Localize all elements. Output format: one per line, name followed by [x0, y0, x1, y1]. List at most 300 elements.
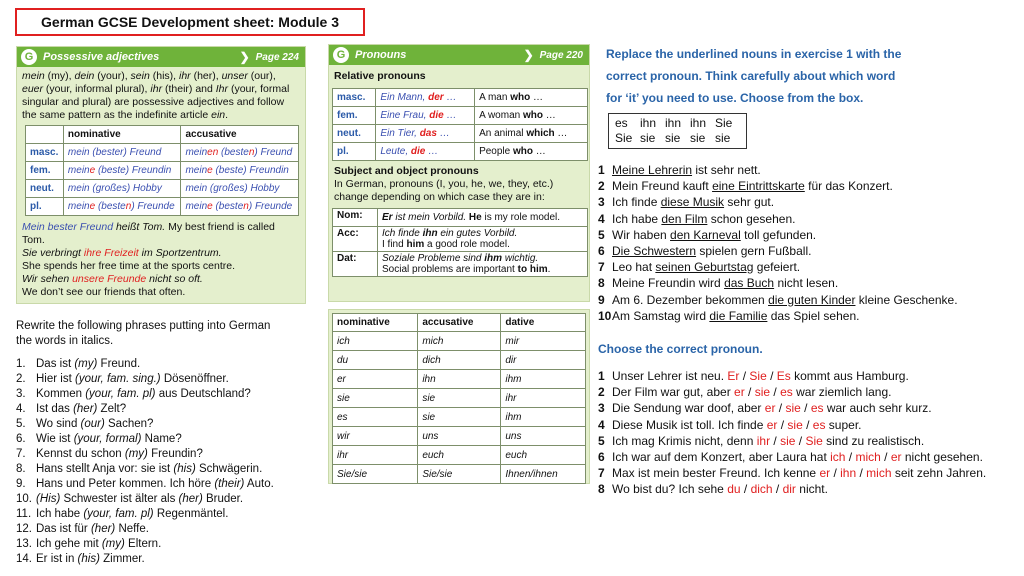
pronoun-choice[interactable]: sie — [780, 433, 796, 448]
text-run: (His) — [36, 493, 61, 505]
item-number: 4 — [598, 211, 605, 226]
text-run: wichtig. — [502, 253, 539, 264]
pronoun-choice[interactable]: Er — [727, 369, 740, 383]
text-run: (beste) Freundin — [212, 165, 289, 176]
text-run: sind zu realistisch. — [822, 433, 925, 448]
item-number: 4. — [16, 403, 26, 415]
text-run: Er ist in — [36, 553, 78, 565]
pronoun-choice[interactable]: ihr — [756, 433, 771, 448]
pronoun-cell: dich — [418, 351, 501, 370]
possessive-header — [17, 47, 305, 67]
text-run: … — [542, 110, 556, 121]
text-run: sein — [130, 70, 150, 82]
exercise-item — [598, 275, 958, 291]
english-cell — [475, 89, 588, 107]
text-run: mein — [185, 201, 208, 212]
replace-instructions — [606, 43, 1006, 109]
table-row — [26, 162, 299, 180]
case-label: Acc: — [333, 227, 378, 252]
text-run: den Karneval — [670, 227, 741, 242]
text-run: / — [800, 401, 811, 416]
text-run: unsere Freunde — [72, 273, 147, 285]
item-number: 6 — [598, 450, 605, 465]
exercise-item — [598, 162, 958, 178]
text-run: … — [554, 128, 568, 139]
text-run: n — [125, 201, 132, 212]
pronoun-cell: euch — [501, 446, 586, 465]
column-header: accusative — [418, 314, 501, 332]
exercise-item — [598, 449, 986, 465]
rewrite-item — [16, 477, 316, 492]
text-run: Meine Lehrerin — [612, 163, 693, 177]
pronoun-choice[interactable]: sie — [754, 385, 771, 400]
pronoun-choice[interactable]: sie — [787, 417, 803, 432]
pronoun-cell: ihr — [501, 389, 586, 408]
word-option: ihn — [665, 116, 682, 130]
rewrite-item — [16, 552, 316, 567]
text-run: (my) — [74, 358, 98, 370]
item-number: 7 — [598, 260, 605, 275]
pronouns-header — [329, 45, 589, 65]
instruction-line: correct pronoun. Think carefully about which word — [606, 69, 896, 83]
text-run: en — [207, 147, 219, 158]
text-run: Die Schwestern — [612, 244, 697, 259]
text-run: nicht gesehen. — [901, 450, 983, 465]
example-line — [22, 286, 300, 299]
item-number: 9 — [598, 292, 605, 307]
page-title: German GCSE Development sheet: Module 3 — [15, 8, 365, 36]
text-run: Name? — [141, 433, 182, 445]
text-run: Die Sendung war doof, aber — [612, 401, 765, 416]
pronoun-cell: Ihnen/ihnen — [501, 465, 586, 484]
text-run: Am Samstag wird — [612, 308, 710, 323]
text-run: / — [880, 450, 891, 465]
row-label: masc. — [26, 144, 64, 162]
text-run: My best friend is called Tom. — [22, 221, 275, 246]
pronoun-choice[interactable]: Sie — [749, 369, 767, 383]
table-row — [333, 389, 586, 408]
row-label: fem. — [26, 162, 64, 180]
case-examples-table — [332, 208, 588, 277]
text-run: Sie verbringt — [22, 247, 84, 259]
case-example — [378, 227, 588, 252]
text-run: / — [770, 385, 781, 400]
pronoun-choice[interactable]: er — [734, 385, 745, 400]
exercise-item — [598, 368, 986, 384]
table-row — [333, 351, 586, 370]
pronoun-choice[interactable]: er — [819, 466, 831, 481]
text-run: kommt aus Hamburg. — [790, 369, 909, 383]
text-run: toll gefunden. — [740, 227, 817, 242]
item-number: 11. — [16, 508, 32, 520]
text-run: / — [772, 482, 783, 497]
item-number: 12. — [16, 523, 32, 535]
pronoun-choice[interactable]: dich — [750, 482, 773, 497]
table-row — [333, 143, 588, 161]
exercise-item — [598, 384, 986, 400]
text-run: super. — [825, 417, 862, 432]
example-line — [22, 273, 300, 286]
text-run: Max ist mein bester Freund. Ich kenne — [612, 466, 820, 481]
pronoun-cell: uns — [501, 427, 586, 446]
text-run: Kommen — [36, 388, 86, 400]
text-run: (his) — [173, 463, 196, 475]
text-run: Leo hat — [612, 260, 656, 275]
text-run: das Buch — [724, 276, 775, 291]
text-run: (your, informal plural), — [43, 83, 151, 95]
pronoun-cell: du — [333, 351, 418, 370]
rewrite-item — [16, 357, 316, 372]
pronoun-choice[interactable]: du — [727, 482, 741, 497]
chevron-right-icon: ❯ — [523, 48, 534, 62]
column-header — [26, 126, 64, 144]
text-run: We don’t see our friends that often. — [22, 286, 186, 298]
pronoun-choice[interactable]: er — [890, 450, 902, 465]
exercise-item — [598, 417, 986, 433]
text-run: Eltern. — [124, 538, 162, 550]
text-run: (his) — [77, 553, 100, 565]
text-run: für das Konzert. — [804, 179, 893, 194]
instruction-line: Replace the underlined nouns in exercise 1 with the — [606, 47, 902, 61]
pronoun-cell: mir — [501, 332, 586, 351]
row-label: pl. — [333, 143, 376, 161]
chevron-right-icon: ❯ — [239, 50, 250, 64]
page-number: Page 224 — [255, 51, 299, 63]
text-run: n — [248, 147, 255, 158]
text-run: … — [530, 92, 543, 103]
item-number: 3 — [598, 195, 605, 210]
pronoun-cell: Sie/sie — [418, 465, 501, 484]
pronoun-choice[interactable]: es — [780, 385, 793, 400]
subject-object-title: Subject and object pronouns — [334, 165, 479, 177]
text-run: ist sehr nett. — [692, 163, 761, 177]
page-reference — [524, 45, 583, 65]
text-run: / — [845, 450, 856, 465]
english-cell — [475, 125, 588, 143]
text-run: (our) — [80, 418, 105, 430]
text-run: Regenmäntel. — [153, 508, 229, 520]
text-run: mein — [185, 165, 208, 176]
text-run: (her) — [90, 523, 116, 535]
item-number: 9. — [16, 478, 26, 490]
text-run: Mein bester Freund — [22, 221, 114, 233]
pronoun-choice[interactable]: er — [766, 417, 778, 432]
text-run: ihr — [150, 83, 163, 95]
table-row — [26, 198, 299, 216]
rewrite-list — [16, 357, 316, 567]
text-run: ) Freund — [254, 147, 293, 158]
pronouns-panel — [328, 44, 590, 302]
intro-line — [22, 109, 300, 122]
text-run: / — [795, 433, 806, 448]
case-example — [378, 252, 588, 277]
text-run: Wo sind — [36, 418, 81, 430]
pronoun-cell: ihn — [418, 370, 501, 389]
pronoun-choice[interactable]: ihn — [840, 466, 857, 481]
rewrite-item — [16, 447, 316, 462]
pronoun-cell: dir — [501, 351, 586, 370]
german-cell — [376, 107, 475, 125]
text-run: Schwägerin. — [195, 463, 263, 475]
text-run: . — [225, 109, 229, 121]
text-run: a good role model. — [424, 239, 510, 250]
text-run: Zimmer. — [99, 553, 145, 565]
text-run: Auto. — [244, 478, 274, 490]
pronoun-cell: euch — [418, 446, 501, 465]
german-cell — [376, 89, 475, 107]
text-run: Hans stellt Anja vor: sie ist — [36, 463, 174, 475]
text-run: / — [770, 433, 781, 448]
text-run: Wie ist — [36, 433, 74, 445]
text-run: Schwester ist älter als — [60, 493, 179, 505]
text-run: mein (großes) Hobby — [185, 183, 280, 194]
example-line — [22, 221, 300, 247]
text-run: Ein Tier, — [380, 128, 420, 139]
item-number: 8 — [598, 276, 605, 291]
pronoun-cell: Sie/sie — [333, 465, 418, 484]
text-run: Eine Frau, — [380, 110, 430, 121]
text-run: He — [468, 212, 482, 223]
item-number: 2. — [16, 373, 26, 385]
text-run: e — [207, 201, 213, 212]
example-line — [382, 253, 583, 264]
subject-object-intro — [329, 178, 589, 207]
exercise-item — [598, 465, 986, 481]
pronoun-choice[interactable]: dir — [782, 482, 796, 497]
text-run: (our), — [247, 70, 276, 82]
table-row — [333, 446, 586, 465]
possessive-adjectives-panel — [16, 46, 306, 304]
text-run: Der Film war gut, aber — [612, 385, 735, 400]
text-run: to him — [517, 264, 548, 275]
text-run: (your, fam. pl) — [83, 508, 154, 520]
text-run: das — [419, 128, 437, 139]
text-run: / — [766, 369, 777, 383]
text-run: unser — [221, 70, 248, 82]
column-header: nominative — [63, 126, 181, 144]
rewrite-item — [16, 417, 316, 432]
text-run: ihre Freizeit — [83, 247, 139, 259]
text-run: seinen Geburtstag — [655, 260, 754, 275]
rewrite-item — [16, 522, 316, 537]
item-number: 4 — [598, 417, 605, 432]
text-run: schon gesehen. — [707, 211, 796, 226]
text-run: nicht. — [795, 482, 828, 497]
pronoun-cell: ihr — [333, 446, 418, 465]
example-line — [22, 247, 300, 260]
pronoun-choice[interactable]: er — [764, 401, 776, 416]
text-run: mein (bester) Freund — [67, 147, 162, 158]
pronoun-choice[interactable]: Es — [776, 369, 791, 383]
text-run: (beste) Freundin — [95, 165, 172, 176]
word-option: ihn — [640, 116, 657, 130]
intro-line — [22, 70, 300, 83]
text-run: Zelt? — [97, 403, 127, 415]
english-cell — [475, 143, 588, 161]
pronoun-cell: ihm — [501, 370, 586, 389]
text-run: I find — [382, 239, 407, 250]
text-run: Kennst du schon — [36, 448, 125, 460]
text-run: An animal — [479, 128, 527, 139]
text-run: sehr gut. — [724, 195, 775, 210]
text-run: Ich habe — [612, 211, 662, 226]
pronoun-cell: ich — [333, 332, 418, 351]
word-option: ihn — [690, 116, 707, 130]
rewrite-item — [16, 537, 316, 552]
table-row — [333, 107, 588, 125]
text-run: Ich habe — [36, 508, 84, 520]
text-run: (beste — [95, 201, 126, 212]
possessive-table — [25, 125, 299, 216]
text-run: Wo bist du? Ich sehe — [612, 482, 728, 497]
instruction-line: the words in italics. — [16, 335, 114, 347]
possessive-examples — [17, 216, 305, 302]
choose-instructions: Choose the correct pronoun. — [598, 342, 763, 356]
text-run: She spends her free time at the sports centre. — [22, 260, 236, 272]
intro-line — [22, 83, 300, 96]
text-run: Dösenöffner. — [160, 373, 229, 385]
nominative-cell — [63, 198, 181, 216]
rewrite-item — [16, 462, 316, 477]
text-run: die — [429, 110, 444, 121]
row-label: fem. — [333, 107, 376, 125]
exercise-item — [598, 178, 958, 194]
table-row — [333, 125, 588, 143]
exercise-item — [598, 227, 958, 243]
word-option: sie — [715, 131, 731, 145]
item-number: 10. — [16, 493, 32, 505]
text-run: Ich finde — [612, 195, 661, 210]
column-header: dative — [501, 314, 586, 332]
text-run: (beste — [212, 201, 244, 212]
text-run: (his), — [149, 70, 179, 82]
exercise-item — [598, 433, 986, 449]
text-run: der — [428, 92, 444, 103]
item-number: 7 — [598, 466, 605, 481]
text-run: dein — [74, 70, 95, 82]
text-run: Mein Freund kauft — [612, 179, 713, 194]
rewrite-item — [16, 507, 316, 522]
text-run: / — [775, 401, 786, 416]
column-header: accusative — [181, 126, 299, 144]
text-run: which — [526, 128, 555, 139]
text-run: ein gutes Vorbild. — [437, 228, 518, 239]
text-run: heißt Tom. — [113, 221, 166, 233]
pronoun-choice[interactable]: es — [812, 417, 826, 432]
text-run: who — [512, 146, 533, 157]
text-run: / — [739, 369, 750, 383]
accusative-cell — [181, 198, 299, 216]
item-number: 3. — [16, 388, 26, 400]
text-run: n — [243, 201, 249, 212]
text-run: im Sportzentrum. — [138, 247, 222, 259]
intro-line: In German, pronouns (I, you, he, we, they, etc.) — [334, 178, 554, 190]
relative-pronouns-title: Relative pronouns — [334, 70, 426, 82]
pronoun-word-box — [608, 113, 747, 149]
text-run: Ihr — [215, 83, 229, 95]
text-run: nicht lesen. — [774, 276, 839, 291]
table-row — [333, 252, 588, 277]
table-row — [333, 227, 588, 252]
item-number: 10 — [598, 308, 612, 323]
text-run: who — [522, 110, 543, 121]
text-run: … — [443, 110, 457, 121]
text-run: / — [830, 466, 841, 481]
text-run: A woman — [479, 110, 523, 121]
instruction-line: Rewrite the following phrases putting into German — [16, 320, 271, 332]
text-run: / — [856, 466, 867, 481]
text-run: (your, fam. pl) — [85, 388, 156, 400]
item-number: 8. — [16, 463, 26, 475]
pronouns-header-title: Pronouns — [355, 49, 407, 61]
text-run: diese Musik — [660, 195, 725, 210]
table-row — [333, 209, 588, 227]
text-run: Das ist für — [36, 523, 91, 535]
text-run: / — [744, 385, 755, 400]
pronoun-choice[interactable]: mich — [866, 466, 892, 481]
text-run: (their) — [214, 478, 245, 490]
rewrite-item — [16, 387, 316, 402]
text-run: die — [410, 146, 426, 157]
example-line — [382, 212, 583, 223]
item-number: 8 — [598, 482, 605, 497]
page-reference — [240, 47, 299, 67]
text-run: mein (großes) Hobby — [67, 183, 162, 194]
text-run: Bruder. — [202, 493, 244, 505]
text-run: spielen gern Fußball. — [696, 244, 812, 259]
word-option: sie — [665, 131, 681, 145]
pronoun-choice[interactable]: es — [810, 401, 824, 416]
text-run: gefeiert. — [753, 260, 801, 275]
table-row — [26, 180, 299, 198]
text-run: Diese Musik ist toll. Ich finde — [612, 417, 767, 432]
choose-exercise-list — [598, 368, 986, 498]
text-run: war ziemlich lang. — [792, 385, 892, 400]
text-run: who — [510, 92, 531, 103]
text-run: mein — [185, 147, 208, 158]
case-label: Nom: — [333, 209, 378, 227]
pronoun-choice[interactable]: mich — [855, 450, 881, 465]
text-run: ) Freunde — [131, 201, 175, 212]
pronoun-choice[interactable]: Sie — [805, 433, 823, 448]
text-run: ) Freunde — [248, 201, 293, 212]
text-run: ihm — [484, 253, 503, 264]
pronoun-choice[interactable]: sie — [785, 401, 801, 416]
text-run: Unser Lehrer ist neu. — [612, 369, 728, 383]
column-header: nominative — [333, 314, 418, 332]
german-cell — [376, 125, 475, 143]
possessive-intro — [17, 67, 305, 125]
text-run: Wir sehen — [22, 273, 73, 285]
page-number: Page 220 — [539, 49, 583, 61]
example-line — [382, 239, 583, 250]
text-run: e — [207, 165, 213, 176]
pronoun-cell: ihm — [501, 408, 586, 427]
text-run: . — [547, 264, 551, 275]
item-number: 14. — [16, 553, 32, 565]
example-line — [382, 264, 583, 275]
text-run: … — [443, 92, 457, 103]
item-number: 13. — [16, 538, 32, 550]
pronoun-choice[interactable]: ich — [830, 450, 846, 465]
case-example — [378, 209, 588, 227]
nominative-cell — [63, 180, 181, 198]
text-run: euer — [22, 83, 44, 95]
row-label: masc. — [333, 89, 376, 107]
text-run: Am 6. Dezember bekommen — [612, 292, 769, 307]
exercise-item — [598, 243, 958, 259]
instruction-line: for ‘it’ you need to use. Choose from the box. — [606, 91, 864, 105]
